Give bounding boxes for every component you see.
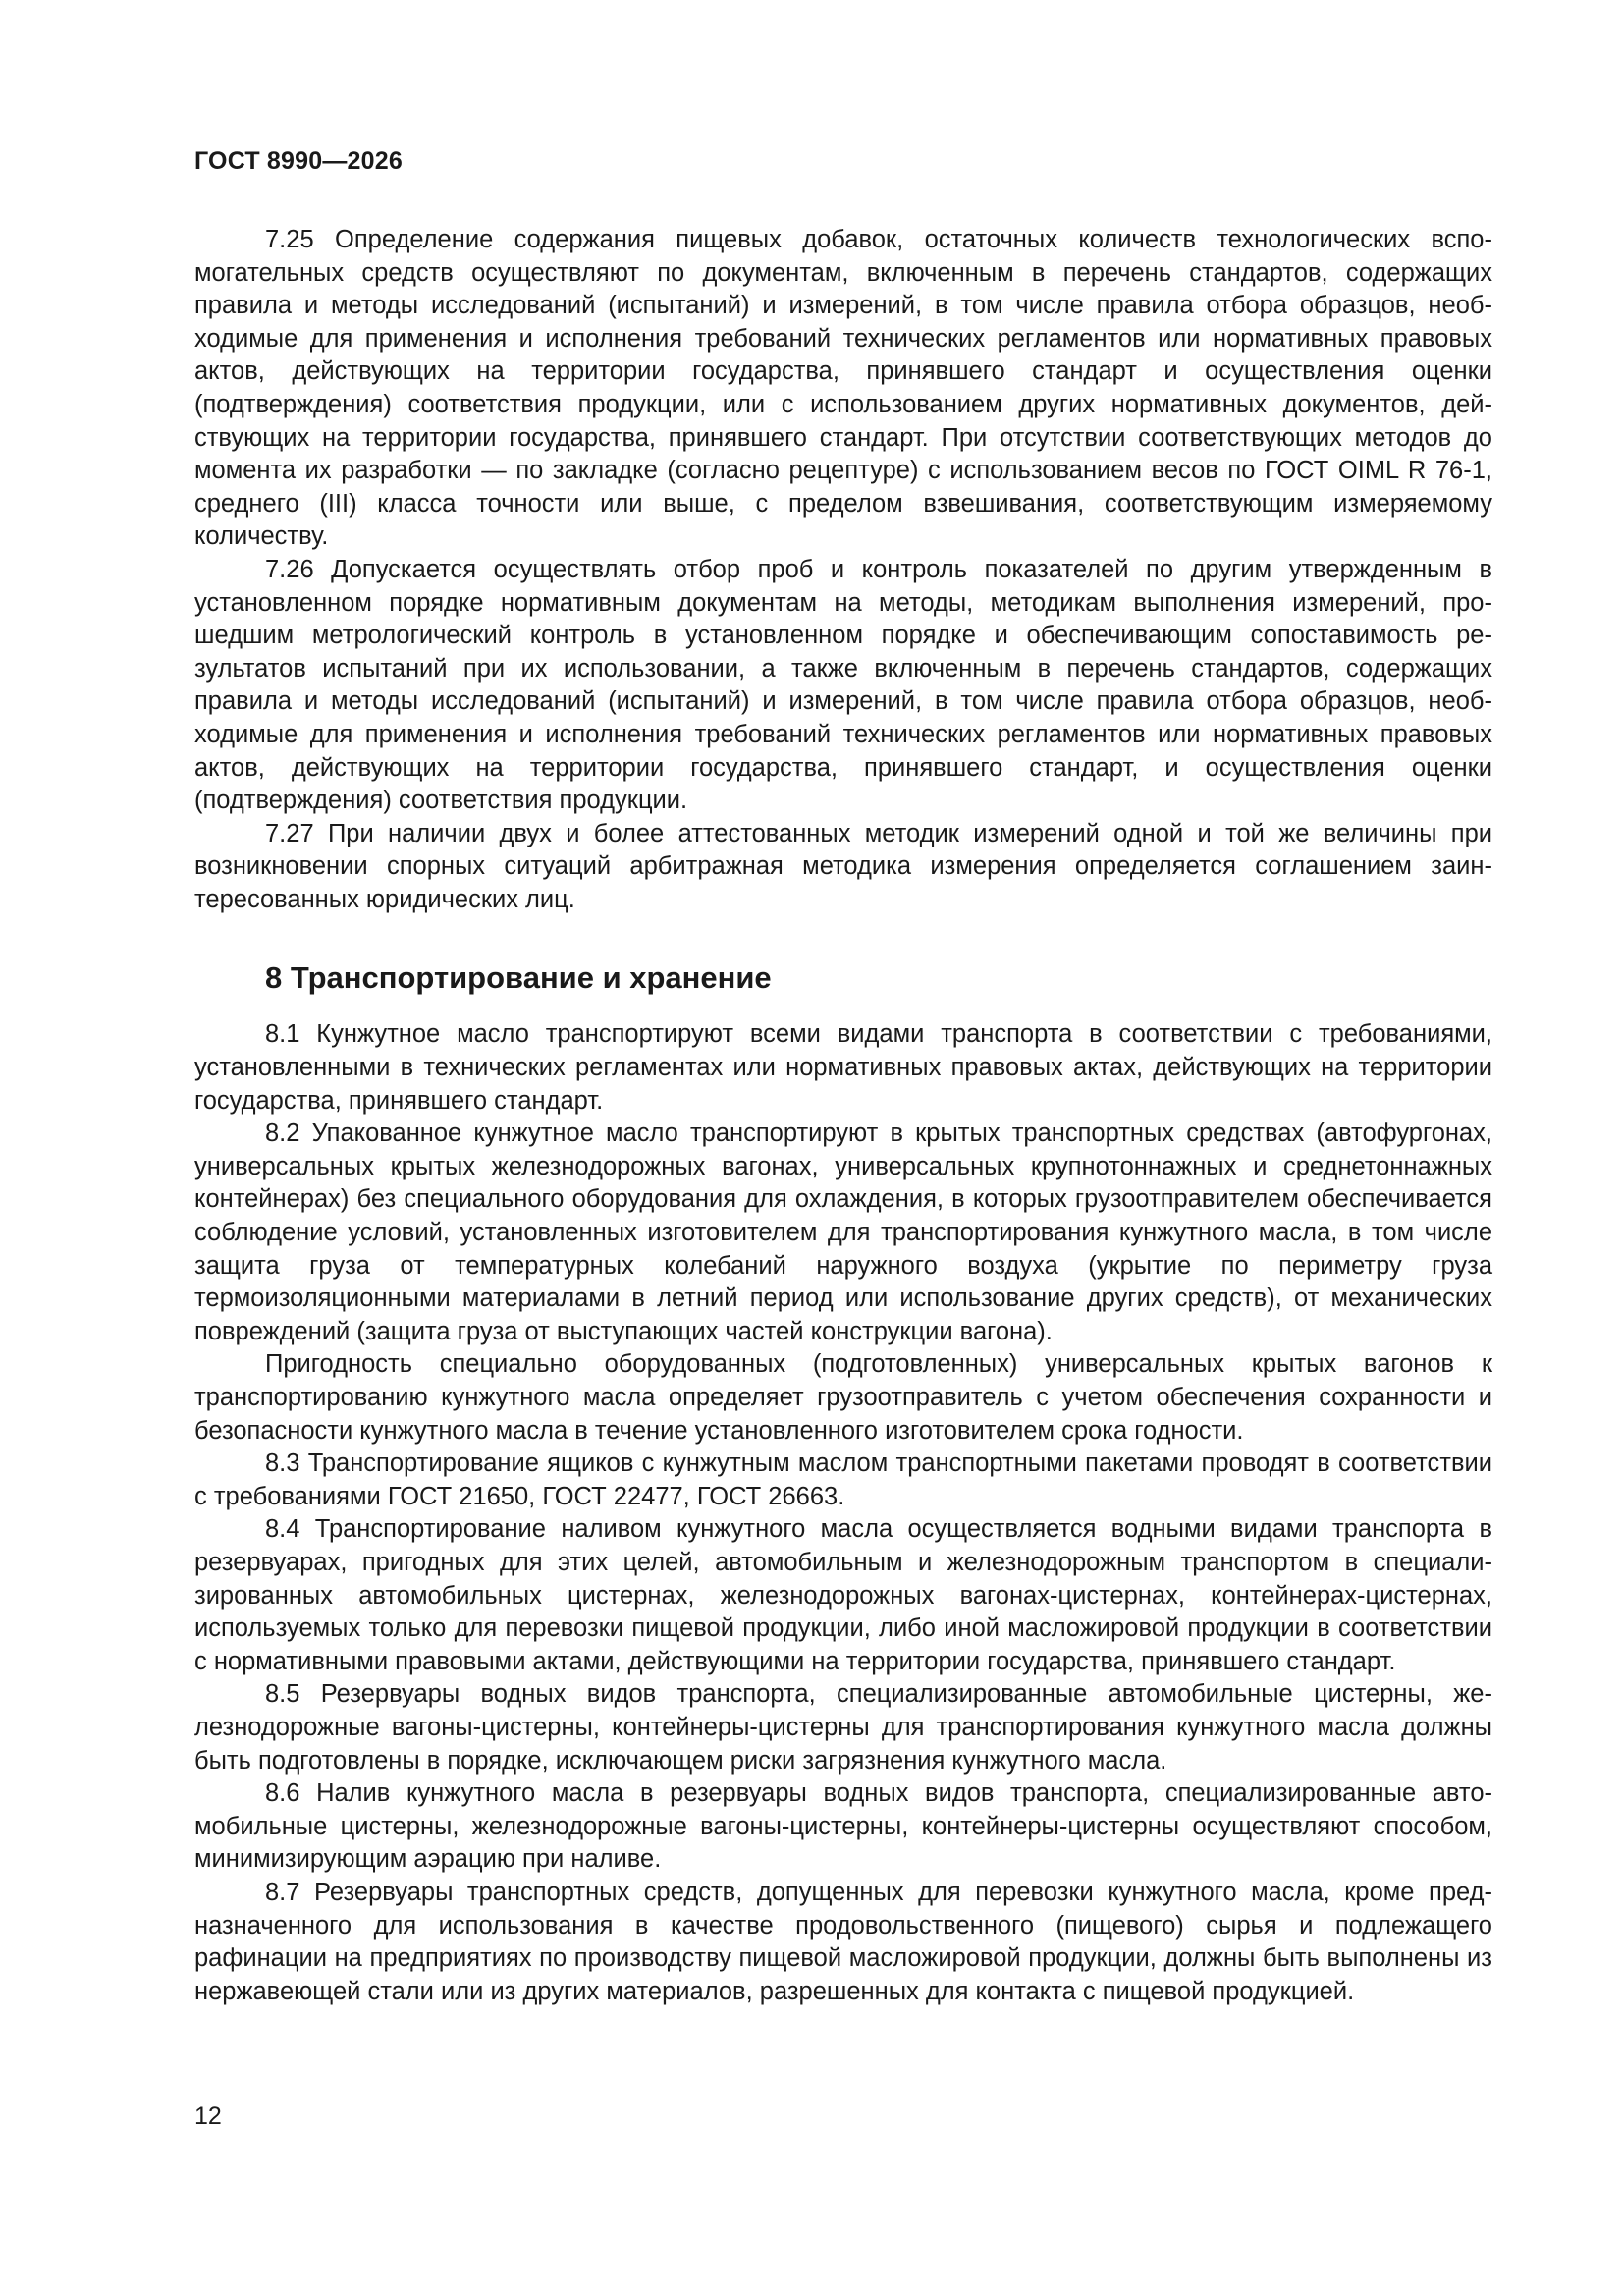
paragraph-8-5: 8.5 Резервуары водных видов транспорта, специализированные автомобильные цистерны, железнодорожные вагоны-цистерны, контейнеры-цистерны для транспортирования кунжутного масла должны быть подготовлены в порядке, исключающем риски загрязнения кунжутного масла.: [194, 1680, 1492, 1775]
paragraph-7-26: 7.26 Допускается осуществлять отбор проб и контроль показателей по другим утвержденным в установленном порядке нормативным документам на методы, методикам выполнения измерений, прошедшим метрологический контроль в установленном порядке и обеспечивающим сопоставимость результатов испытаний при их использовании, а также включенным в перечень стандартов, содержащих правила и методы исследований (испытаний) и измерений, в том числе правила отбора образцов, необходимые для применения и исполнения требований технических регламентов или нормативных правовых актов, действующих на территории государства, принявшего стандарт, и осуществления оценки (подтверждения) соответствия продукции.: [194, 555, 1492, 815]
paragraph-8-3: 8.3 Транспортирование ящиков с кунжутным маслом транспортными пакетами проводят в соответствии с требованиями ГОСТ 21650, ГОСТ 22477, ГОСТ 26663.: [194, 1449, 1492, 1510]
paragraph-8-4: 8.4 Транспортирование наливом кунжутного масла осуществляется водными видами транспорта в резервуарах, пригодных для этих целей, автомобильным и железнодорожным транспортом в специализированных автомобильных цистернах, железнодорожных вагонах-цистернах, контейнерах-цистернах, используемых только для перевозки пищевой продукции, либо иной масложировой продукции в соответствии с нормативными правовыми актами, действующими на территории государства, принявшего стандарт.: [194, 1515, 1492, 1675]
paragraph-8-2: 8.2 Упакованное кунжутное масло транспортируют в крытых транспортных средствах (автофургонах, универсальных крытых железнодорожных вагонах, универсальных крупнотоннажных и среднетоннажных контейнерах) без специального оборудования для охлаждения, в которых грузоотправителем обеспечивается соблюдение условий, установленных изготовителем для транспортирования кунжутного масла, в том числе защита груза от температурных колебаний наружного воздуха (укрытие по периметру груза термоизоляционными материалами в летний период или использование других средств), от механических повреждений (защита груза от выступающих частей конструкции вагона).: [194, 1120, 1492, 1345]
paragraph-8-2-continued: Пригодность специально оборудованных (подготовленных) универсальных крытых вагонов к транспортированию кунжутного масла определяет грузоотправитель с учетом обеспечения сохранности и безопасности кунжутного масла в течение установленного изготовителем срока годности.: [194, 1350, 1492, 1445]
paragraph-7-27: 7.27 При наличии двух и более аттестованных методик измерений одной и той же величины при возникновении спорных ситуаций арбитражная методика измерения определяется соглашением заинтересованных юридических лиц.: [194, 819, 1492, 913]
paragraph-8-7: 8.7 Резервуары транспортных средств, допущенных для перевозки кунжутного масла, кроме предназначенного для использования в качестве продовольственного (пищевого) сырья и подлежащего рафинации на предприятиях по производству пищевой масложировой продукции, должны быть выполнены из нержавеющей стали или из других материалов, разрешенных для контакта с пищевой продукцией.: [194, 1878, 1492, 2005]
paragraph-8-6: 8.6 Налив кунжутного масла в резервуары водных видов транспорта, специализированные автомобильные цистерны, железнодорожные вагоны-цистерны, контейнеры-цистерны осуществляют способом, минимизирующим аэрацию при наливе.: [194, 1779, 1492, 1874]
paragraph-8-1: 8.1 Кунжутное масло транспортируют всеми видами транспорта в соответствии с требованиями, установленными в технических регламентах или нормативных правовых актах, действующих на территории государства, принявшего стандарт.: [194, 1020, 1492, 1115]
document-body: [194, 224, 1492, 2008]
paragraph-7-25: 7.25 Определение содержания пищевых добавок, остаточных количеств технологических вспомогательных средств осуществляют по документам, включенным в перечень стандартов, содержащих правила и методы исследований (испытаний) и измерений, в том числе правила отбора образцов, необходимые для применения и исполнения требований технических регламентов или нормативных правовых актов, действующих на территории государства, принявшего стандарт и осуществления оценки (подтверждения) соответствия продукции, или с использованием других нормативных документов, действующих на территории государства, принявшего стандарт. При отсутствии соответствующих методов до момента их разработки — по закладке (согласно рецептуре) с использованием весов по ГОСТ OIML R 76-1, среднего (III) класса точности или выше, с пределом взвешивания, соответствующим измеряемому количеству.: [194, 226, 1492, 551]
section-heading-8: 8 Транспортирование и хранение: [265, 960, 772, 996]
page-number: 12: [194, 2103, 222, 2130]
standard-header: ГОСТ 8990—2026: [194, 147, 403, 175]
